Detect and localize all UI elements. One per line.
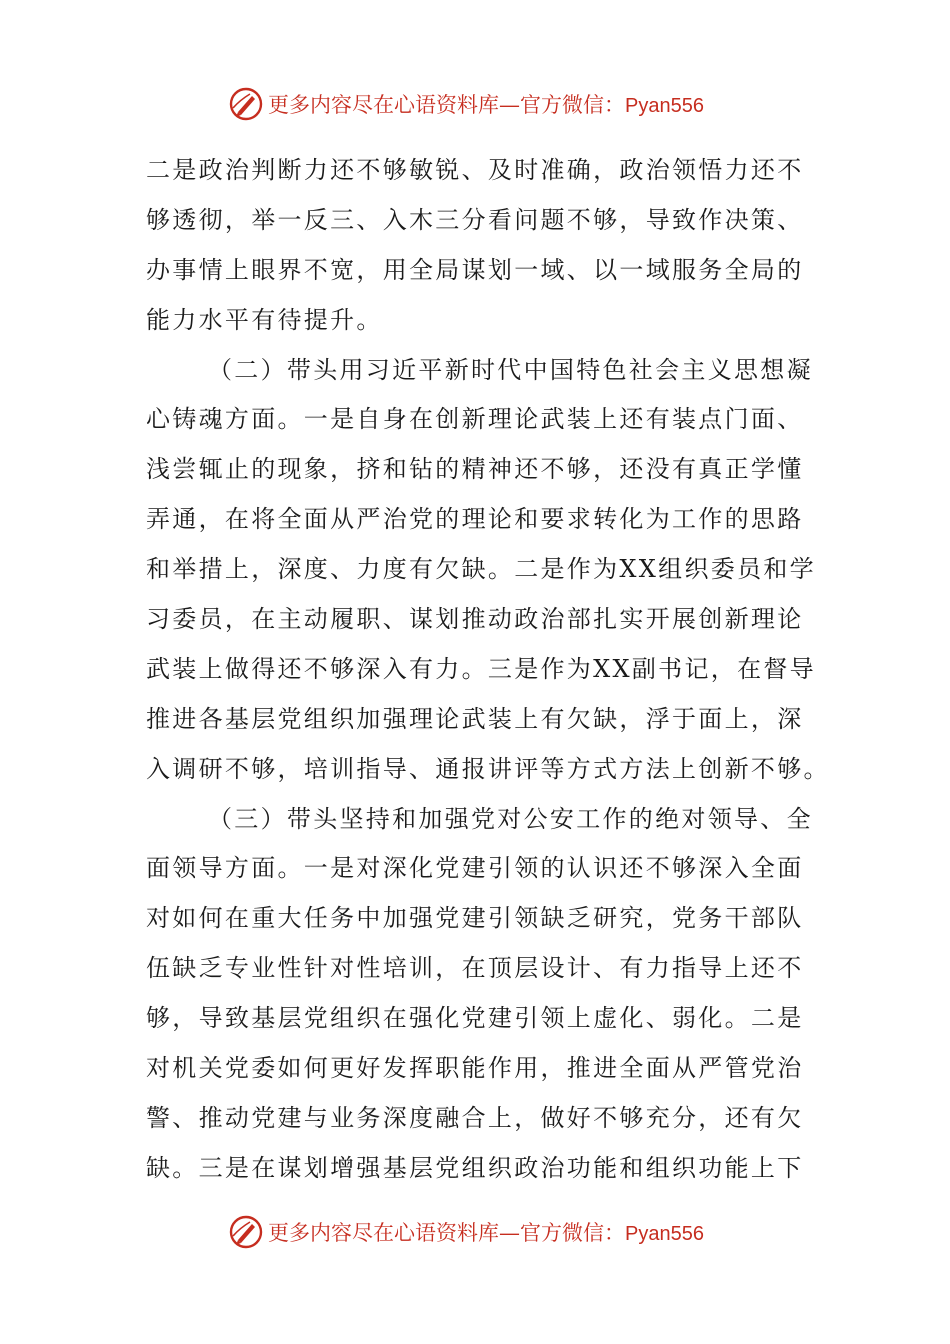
footer-watermark-cn: 更多内容尽在心语资料库—官方微信： bbox=[268, 1221, 625, 1245]
text-line: 缺。三是在谋划增强基层党组织政治功能和组织功能上下 bbox=[146, 1153, 804, 1182]
text-line: 二是政治判断力还不够敏锐、及时准确，政治领悟力还不 bbox=[146, 156, 804, 184]
section-heading-line: （二）带头用习近平新时代中国特色社会主义思想凝 bbox=[208, 355, 813, 384]
text-line: 和举措上，深度、力度有欠缺。二是作为XX组织委员和学 bbox=[146, 555, 816, 584]
text-line: 伍缺乏专业性针对性培训，在顶层设计、有力指导上还不 bbox=[146, 954, 804, 983]
section-heading-line: （三）带头坚持和加强党对公安工作的绝对领导、全 bbox=[208, 804, 813, 833]
text-line: 够透彻，举一反三、入木三分看问题不够，导致作决策、 bbox=[146, 205, 804, 234]
header-watermark-cn: 更多内容尽在心语资料库—官方微信： bbox=[268, 93, 625, 117]
text-line: 推进各基层党组织加强理论武装上有欠缺，浮于面上，深 bbox=[146, 704, 804, 733]
text-line: 习委员，在主动履职、谋划推动政治部扎实开展创新理论 bbox=[146, 605, 804, 634]
text-line: 对机关党委如何更好发挥职能作用，推进全面从严管党治 bbox=[146, 1054, 804, 1083]
footer-watermark-id: Pyan556 bbox=[625, 1223, 704, 1245]
text-line: 武装上做得还不够深入有力。三是作为XX副书记，在督导 bbox=[146, 654, 816, 683]
pen-circle-logo-icon bbox=[228, 86, 264, 122]
text-line: 面领导方面。一是对深化党建引领的认识还不够深入全面 bbox=[146, 854, 804, 883]
text-line: 入调研不够，培训指导、通报讲评等方式方法上创新不够。 bbox=[146, 754, 830, 783]
document-body bbox=[146, 146, 830, 1194]
footer-watermark bbox=[228, 1212, 748, 1252]
text-line: 警、推动党建与业务深度融合上，做好不够充分，还有欠 bbox=[146, 1103, 804, 1132]
text-line: 够，导致基层党组织在强化党建引领上虚化、弱化。二是 bbox=[146, 1004, 804, 1033]
text-line: 能力水平有待提升。 bbox=[146, 305, 383, 334]
pen-circle-logo-icon bbox=[228, 1214, 264, 1250]
header-watermark-id: Pyan556 bbox=[625, 95, 704, 117]
text-line: 弄通，在将全面从严治党的理论和要求转化为工作的思路 bbox=[146, 505, 804, 534]
footer-watermark-text bbox=[268, 1217, 704, 1247]
text-line: 办事情上眼界不宽，用全局谋划一域、以一域服务全局的 bbox=[146, 255, 804, 284]
header-watermark-text bbox=[268, 89, 704, 119]
text-line: 心铸魂方面。一是自身在创新理论武装上还有装点门面、 bbox=[146, 405, 804, 434]
text-line: 对如何在重大任务中加强党建引领缺乏研究，党务干部队 bbox=[146, 904, 804, 933]
header-watermark bbox=[228, 84, 748, 124]
text-line: 浅尝辄止的现象，挤和钻的精神还不够，还没有真正学懂 bbox=[146, 455, 804, 484]
